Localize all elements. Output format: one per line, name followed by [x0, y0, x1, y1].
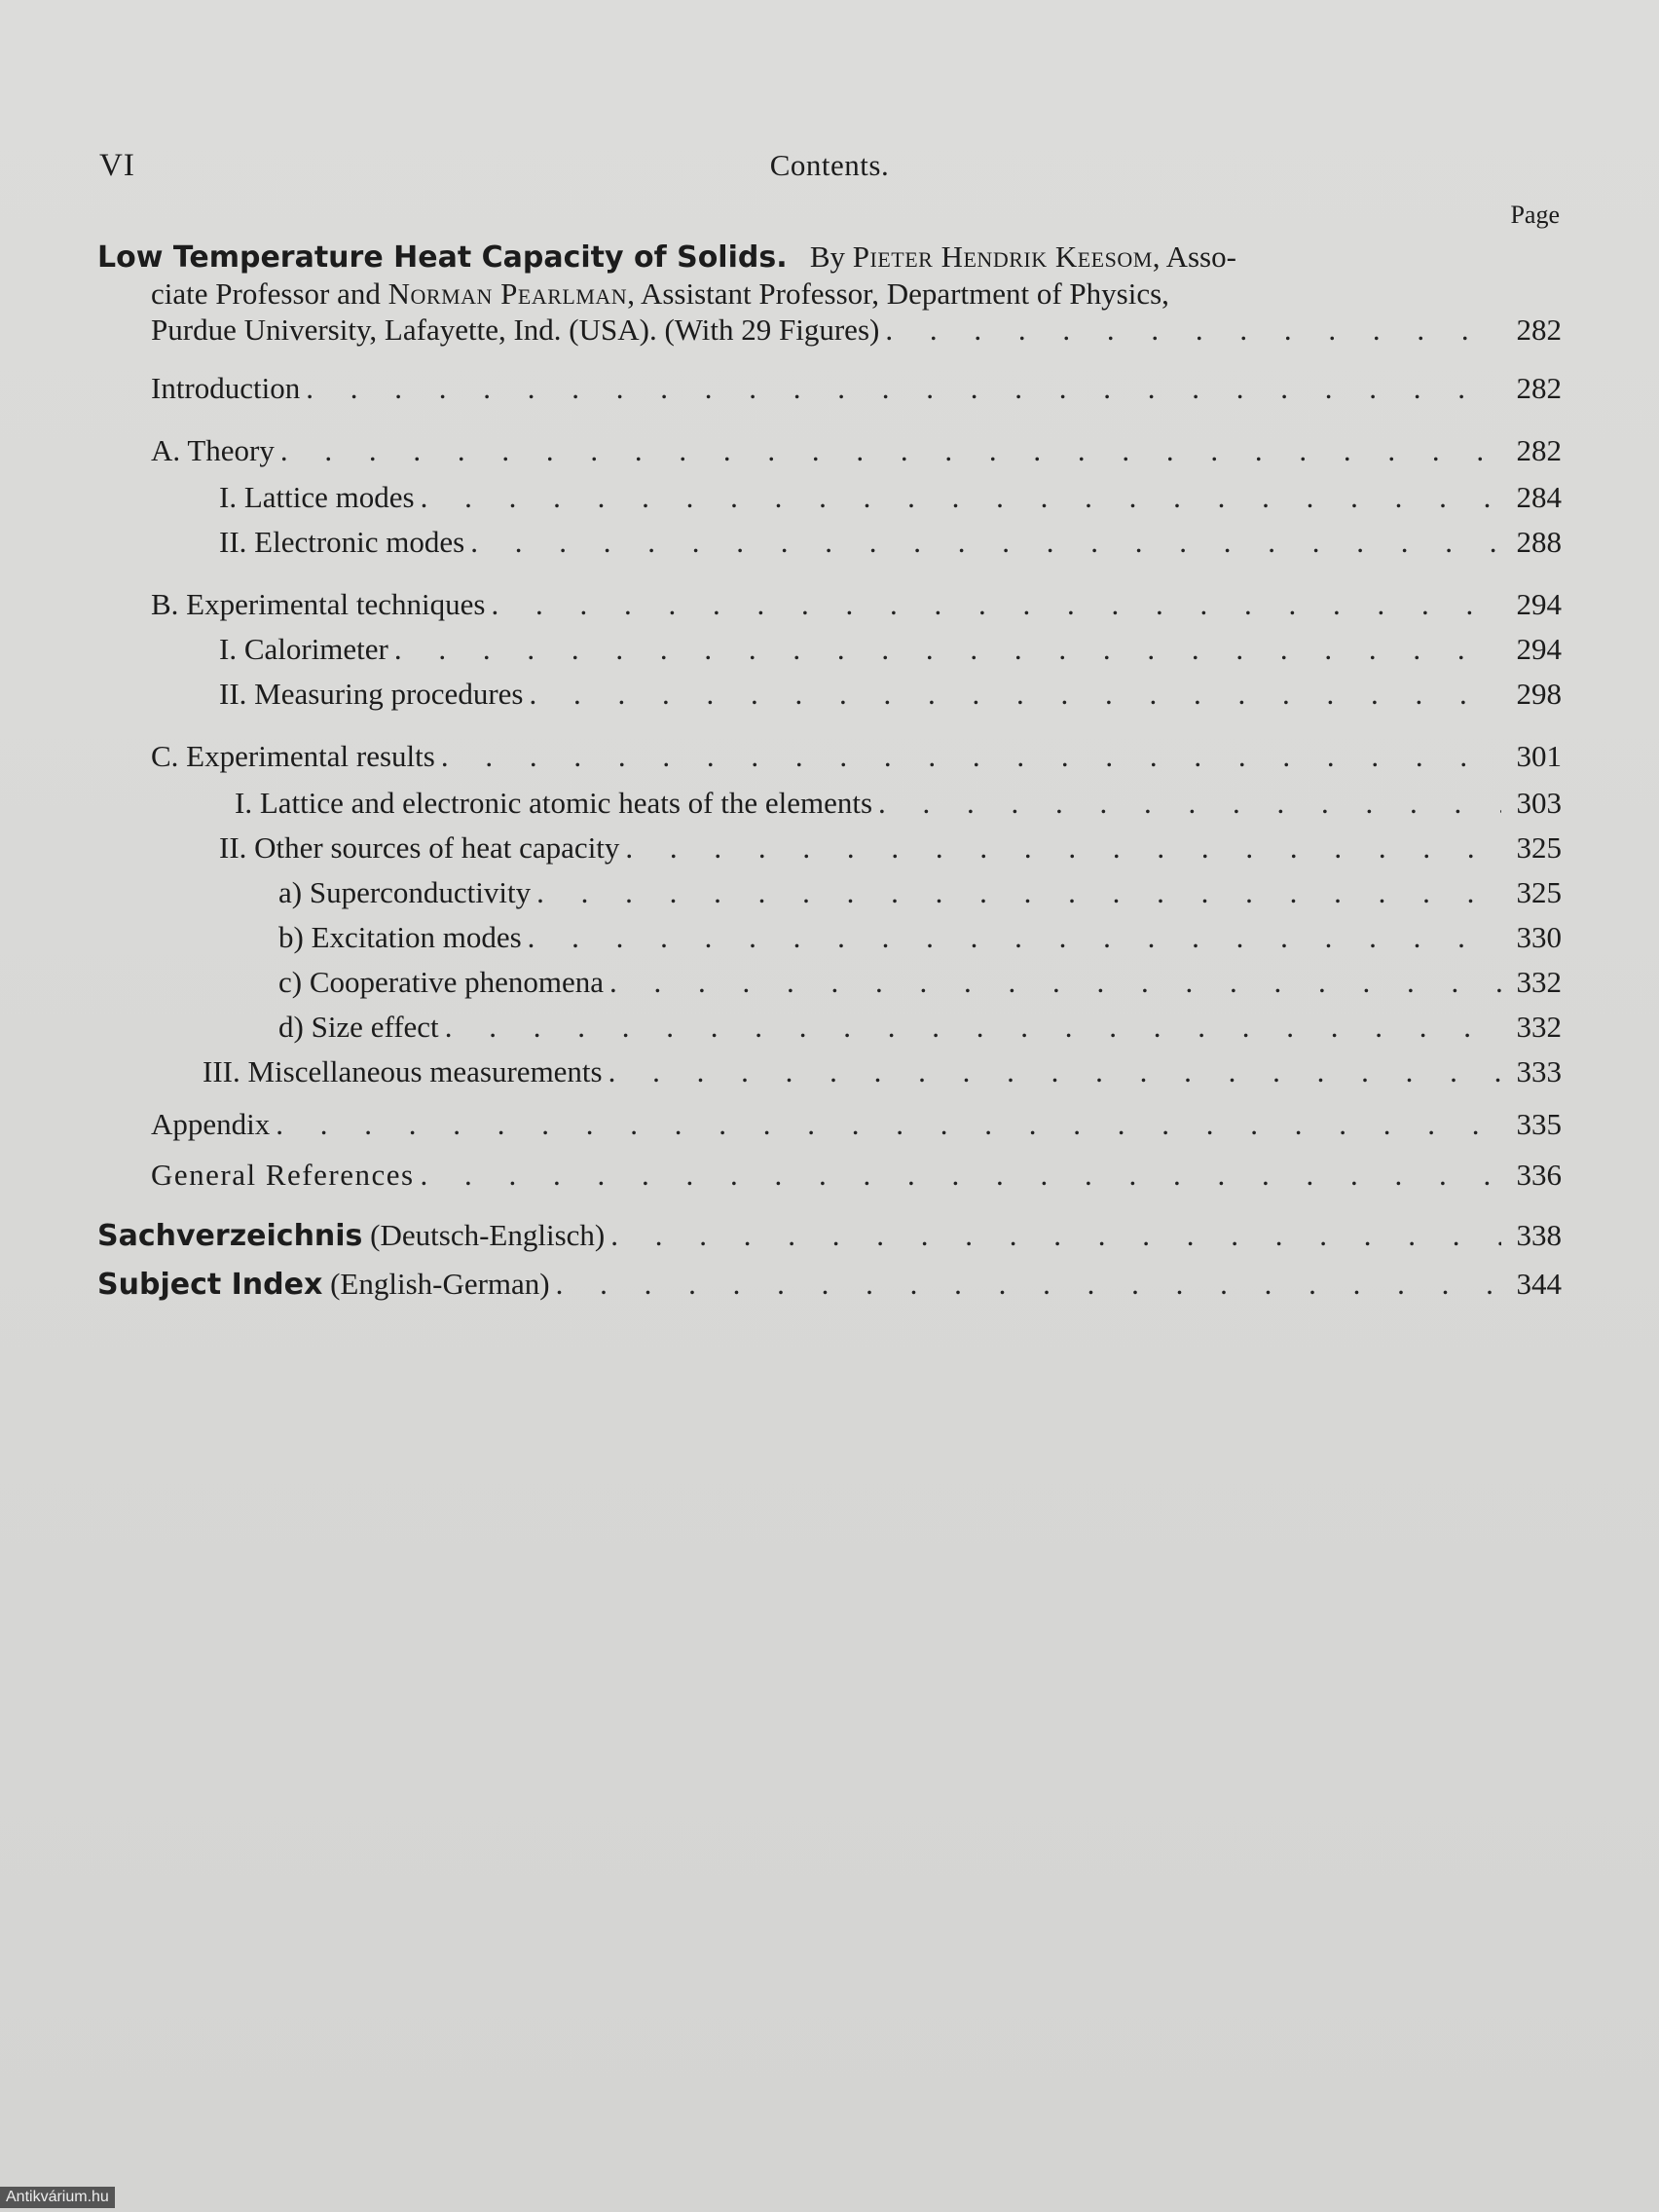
page-column-label: Page	[1510, 201, 1560, 229]
dot-leader	[276, 1107, 1501, 1142]
dot-leader	[421, 480, 1501, 515]
toc-row	[97, 920, 1562, 955]
watermark-label: Antikvárium.hu	[0, 2187, 115, 2208]
dot-leader	[885, 312, 1501, 348]
toc-label: a) Superconductivity	[278, 875, 532, 909]
index-label	[97, 1218, 610, 1253]
index-title: Sachverzeichnis	[97, 1219, 363, 1253]
index-subtitle: (Deutsch-Englisch)	[370, 1218, 606, 1252]
index-title: Subject Index	[97, 1268, 323, 1302]
dot-leader	[625, 830, 1501, 866]
dot-leader	[491, 587, 1501, 622]
dot-leader	[536, 875, 1501, 910]
main-entry-line1-tail: , Asso-	[1152, 240, 1236, 274]
toc-row	[97, 965, 1562, 1000]
toc-label: B. Experimental techniques	[151, 587, 486, 621]
dot-leader	[610, 1218, 1501, 1253]
toc-label: Appendix	[151, 1107, 271, 1141]
main-entry-line2-start: ciate Professor and	[151, 276, 381, 311]
toc-page: 325	[1516, 830, 1562, 865]
dot-leader	[394, 632, 1501, 667]
toc-page: 284	[1516, 480, 1562, 514]
toc-page: 332	[1516, 965, 1562, 999]
toc-page: 282	[1516, 433, 1562, 467]
dot-leader	[528, 920, 1501, 955]
table-of-contents	[97, 239, 1562, 1302]
toc-label: d) Size effect	[278, 1010, 439, 1044]
toc-page: 294	[1516, 587, 1562, 621]
toc-row	[97, 1158, 1562, 1193]
toc-row	[97, 830, 1562, 866]
dot-leader	[529, 677, 1501, 712]
toc-row	[97, 739, 1562, 774]
toc-label: I. Calorimeter	[219, 632, 388, 666]
main-entry-title: Low Temperature Heat Capacity of Solids.	[97, 240, 788, 275]
index-subtitle: (English-German)	[330, 1267, 550, 1301]
index-page: 344	[1516, 1267, 1562, 1301]
dot-leader	[306, 371, 1501, 406]
dot-leader	[470, 525, 1501, 560]
toc-label: Introduction	[151, 371, 301, 405]
page-title: Contents.	[769, 148, 890, 182]
toc-label: II. Electronic modes	[219, 525, 465, 559]
dot-leader	[280, 433, 1501, 468]
dot-leader	[556, 1267, 1501, 1302]
index-label	[97, 1267, 556, 1302]
toc-row	[97, 1107, 1562, 1142]
toc-page: 332	[1516, 1010, 1562, 1044]
toc-label: II. Other sources of heat capacity	[219, 830, 620, 865]
main-entry-line2-tail: , Assistant Professor, Department of Physics,	[627, 276, 1169, 311]
toc-label: III. Miscellaneous measurements	[203, 1054, 603, 1088]
index-page: 338	[1516, 1218, 1562, 1252]
dot-leader	[608, 1054, 1501, 1089]
toc-page: 336	[1516, 1158, 1562, 1192]
toc-page: 294	[1516, 632, 1562, 666]
toc-page: 288	[1516, 525, 1562, 559]
toc-row	[97, 632, 1562, 667]
main-entry	[97, 239, 1562, 312]
toc-row	[97, 875, 1562, 910]
dot-leader	[421, 1158, 1501, 1193]
toc-label: c) Cooperative phenomena	[278, 965, 604, 999]
dot-leader	[878, 786, 1501, 821]
toc-page: 298	[1516, 677, 1562, 711]
by-label: By	[809, 240, 846, 274]
author-2: Norman Pearlman	[387, 276, 628, 311]
toc-page: 333	[1516, 1054, 1562, 1088]
toc-label: b) Excitation modes	[278, 920, 522, 954]
toc-page: 330	[1516, 920, 1562, 954]
toc-row	[97, 1054, 1562, 1089]
main-entry-line-1	[97, 239, 1493, 276]
main-entry-line-2	[97, 276, 1493, 312]
main-entry-page: 282	[1516, 313, 1562, 347]
index-row	[97, 1267, 1562, 1302]
index-row	[97, 1218, 1562, 1253]
dot-leader	[609, 965, 1501, 1000]
toc-label: I. Lattice and electronic atomic heats of the elements	[235, 786, 873, 820]
toc-label: I. Lattice modes	[219, 480, 415, 514]
toc-page: 325	[1516, 875, 1562, 909]
dot-leader	[441, 739, 1501, 774]
toc-label: A. Theory	[151, 433, 275, 467]
toc-page: 335	[1516, 1107, 1562, 1141]
toc-row	[97, 587, 1562, 622]
page-number: VI	[99, 148, 135, 183]
author-1: Pieter Hendrik Keesom	[852, 240, 1153, 274]
toc-label: General References	[151, 1158, 415, 1192]
toc-row	[97, 786, 1562, 821]
toc-row	[97, 525, 1562, 560]
toc-row	[97, 1010, 1562, 1045]
toc-row	[97, 371, 1562, 406]
toc-page: 301	[1516, 739, 1562, 773]
toc-row	[97, 480, 1562, 515]
main-entry-line-3	[97, 312, 1562, 348]
toc-label: C. Experimental results	[151, 739, 435, 773]
main-entry-affiliation: Purdue University, Lafayette, Ind. (USA). (With 29 Figures)	[151, 313, 880, 347]
toc-label: II. Measuring procedures	[219, 677, 524, 711]
toc-page: 303	[1516, 786, 1562, 820]
running-header	[99, 148, 1560, 197]
toc-row	[97, 677, 1562, 712]
toc-page: 282	[1516, 371, 1562, 405]
toc-row	[97, 433, 1562, 468]
dot-leader	[445, 1010, 1501, 1045]
